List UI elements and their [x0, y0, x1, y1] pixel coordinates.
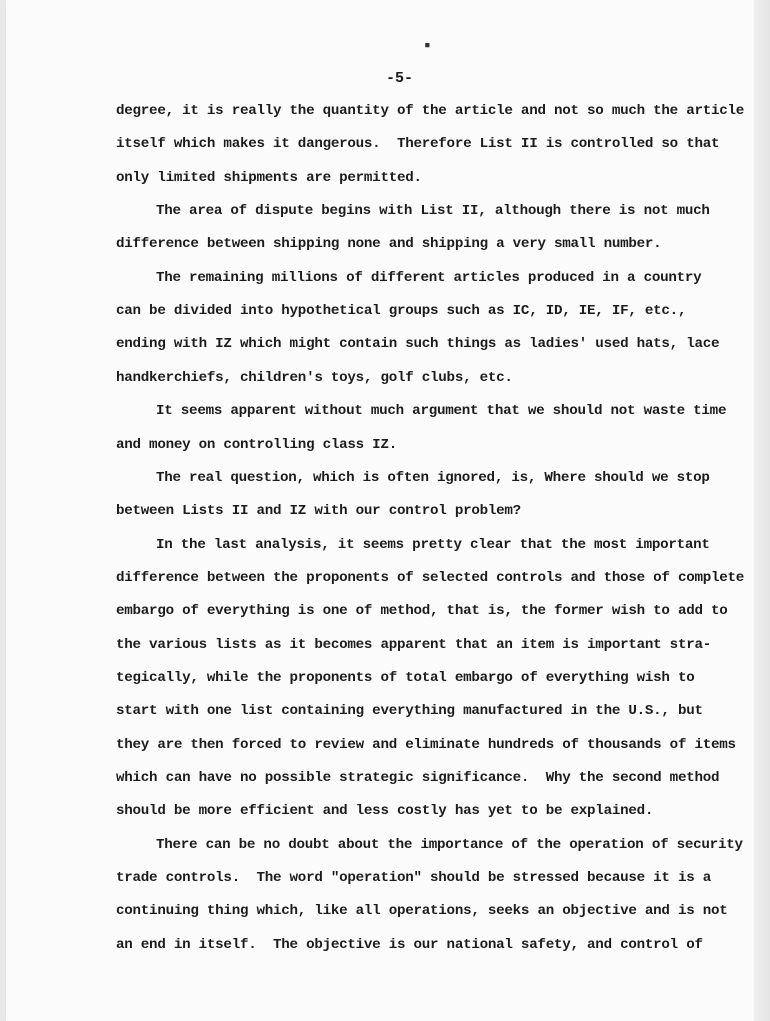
text-line: the various lists as it becomes apparent that an item is important stra-	[116, 636, 711, 653]
text-line: degree, it is really the quantity of the article and not so much the article	[116, 103, 745, 119]
text-line: difference between the proponents of selected controls and those of complete	[116, 569, 745, 586]
page-number: -5-	[386, 70, 414, 87]
text-line: an end in itself. The objective is our national safety, and control of	[116, 936, 703, 953]
text-line: they are then forced to review and eliminate hundreds of thousands of items	[116, 736, 736, 753]
text-line: The real question, which is often ignored, is, Where should we stop	[156, 469, 710, 486]
text-line: which can have no possible strategic significance. Why the second method	[116, 770, 720, 786]
text-line: ending with IZ which might contain such things as ladies' used hats, lace	[116, 336, 720, 353]
document-page	[6, 0, 754, 1021]
text-line: should be more efficient and less costly has yet to be explained.	[116, 803, 654, 820]
text-line: can be divided into hypothetical groups such as IC, ID, IE, IF, etc.,	[116, 303, 687, 320]
text-line: itself which makes it dangerous. Therefore List II is controlled so that	[116, 136, 720, 153]
text-line: difference between shipping none and shipping a very small number.	[116, 236, 662, 253]
text-line: only limited shipments are permitted.	[116, 169, 422, 186]
text-line: The remaining millions of different articles produced in a country	[156, 269, 702, 286]
header-mark: ▪	[424, 38, 431, 51]
text-line: trade controls. The word "operation" should be stressed because it is a	[116, 870, 711, 887]
text-line: It seems apparent without much argument that we should not waste time	[156, 403, 727, 420]
text-line: handkerchiefs, children's toys, golf clubs, etc.	[116, 369, 513, 386]
text-line: start with one list containing everything manufactured in the U.S., but	[116, 703, 703, 720]
text-line: embargo of everything is one of method, that is, the former wish to add to	[116, 603, 728, 620]
text-line: continuing thing which, like all operations, seeks an objective and is not	[116, 903, 728, 920]
text-line: There can be no doubt about the importance of the operation of security	[156, 836, 743, 853]
page-edge	[754, 0, 770, 1021]
text-line: tegically, while the proponents of total embargo of everything wish to	[116, 669, 695, 686]
text-line: The area of dispute begins with List II, although there is not much	[156, 203, 710, 220]
text-line: In the last analysis, it seems pretty clear that the most important	[156, 536, 710, 553]
text-line: between Lists II and IZ with our control problem?	[116, 503, 521, 520]
text-line: and money on controlling class IZ.	[116, 436, 397, 453]
